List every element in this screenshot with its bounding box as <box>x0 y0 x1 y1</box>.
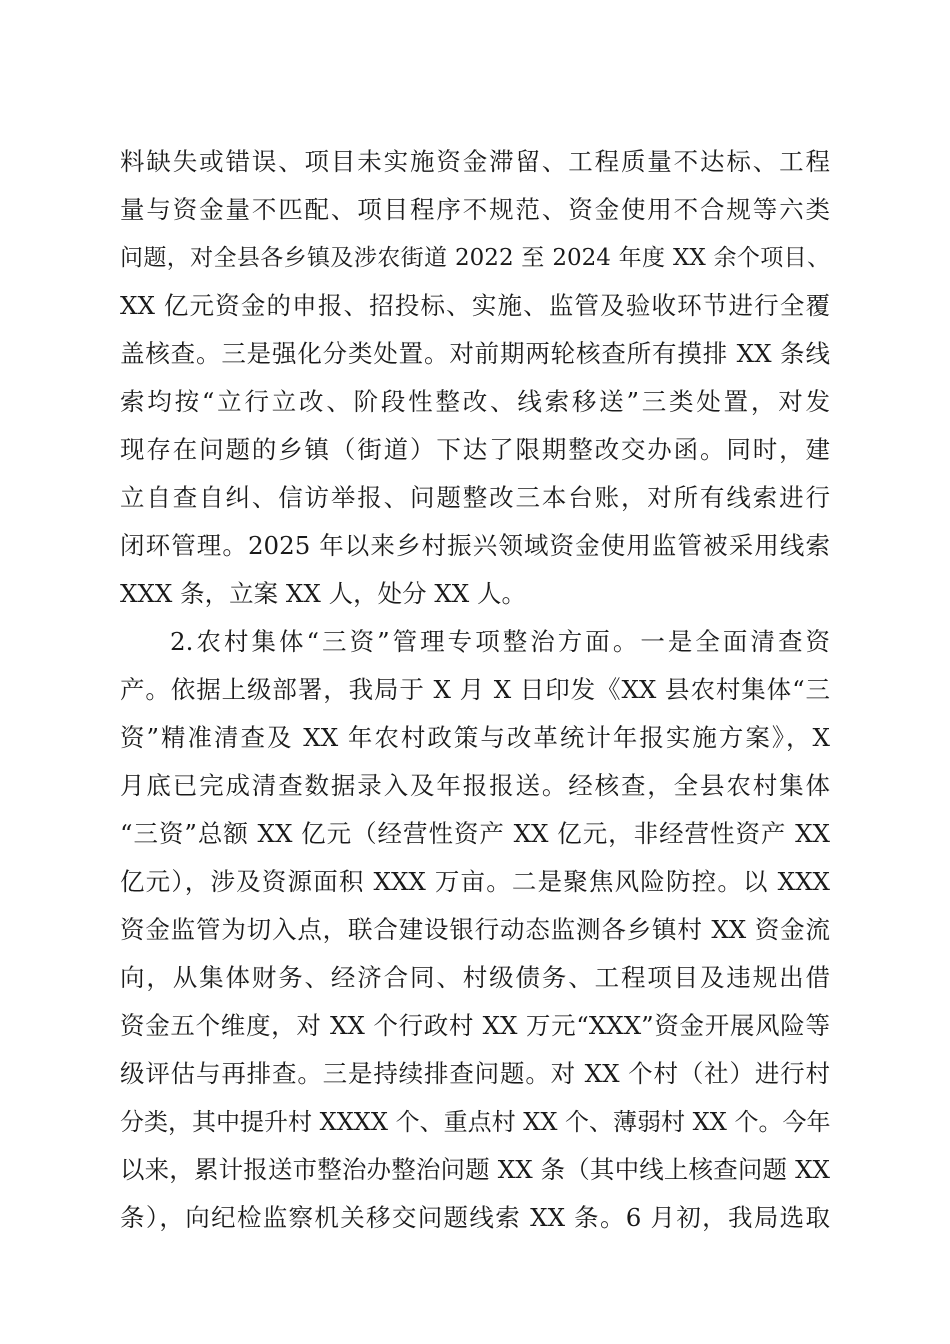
text-line: 盖核查。三是强化分类处置。对前期两轮核查所有摸排 XX 条线 <box>120 339 830 368</box>
text-line: 产。依据上级部署，我局于 X 月 X 日印发《XX 县农村集体“三 <box>120 675 830 704</box>
paragraph-heading-line: 2.农村集体“三资”管理专项整治方面。一是全面清查资 <box>170 627 830 656</box>
text-line: 现存在问题的乡镇（街道）下达了限期整改交办函。同时，建 <box>120 435 830 464</box>
text-line: 问题，对全县各乡镇及涉农街道 2022 至 2024 年度 XX 余个项目、 <box>120 245 830 271</box>
text-line: XXX 条，立案 XX 人，处分 XX 人。 <box>120 579 527 608</box>
text-line: 级评估与再排查。三是持续排查问题。对 XX 个村（社）进行村 <box>120 1059 830 1088</box>
text-line: 亿元），涉及资源面积 XXX 万亩。二是聚焦风险防控。以 XXX <box>120 867 830 896</box>
text-line: “三资”总额 XX 亿元（经营性资产 XX 亿元，非经营性资产 XX <box>120 819 830 848</box>
text-line: 量与资金量不匹配、项目程序不规范、资金使用不合规等六类 <box>120 195 830 224</box>
text-line: 月底已完成清查数据录入及年报报送。经核查，全县农村集体 <box>120 771 830 800</box>
text-line: XX 亿元资金的申报、招投标、实施、监管及验收环节进行全覆 <box>120 291 830 320</box>
text-line: 条），向纪检监察机关移交问题线索 XX 条。6 月初，我局选取 <box>120 1203 830 1232</box>
text-line: 闭环管理。2025 年以来乡村振兴领域资金使用监管被采用线索 <box>120 531 830 560</box>
text-line: 向，从集体财务、经济合同、村级债务、工程项目及违规出借 <box>120 963 830 992</box>
text-line: 资金五个维度，对 XX 个行政村 XX 万元“XXX”资金开展风险等 <box>120 1011 830 1040</box>
text-line: 立自查自纠、信访举报、问题整改三本台账，对所有线索进行 <box>120 483 830 512</box>
text-line: 以来，累计报送市整治办整治问题 XX 条（其中线上核查问题 XX <box>120 1155 830 1184</box>
text-line: 索均按“立行立改、阶段性整改、线索移送”三类处置，对发 <box>120 387 830 416</box>
text-line: 资”精准清查及 XX 年农村政策与改革统计年报实施方案》，X <box>120 723 830 752</box>
text-line: 资金监管为切入点，联合建设银行动态监测各乡镇村 XX 资金流 <box>120 915 830 944</box>
text-line: 料缺失或错误、项目未实施资金滞留、工程质量不达标、工程 <box>120 147 830 176</box>
text-line: 分类，其中提升村 XXXX 个、重点村 XX 个、薄弱村 XX 个。今年 <box>120 1108 831 1136</box>
